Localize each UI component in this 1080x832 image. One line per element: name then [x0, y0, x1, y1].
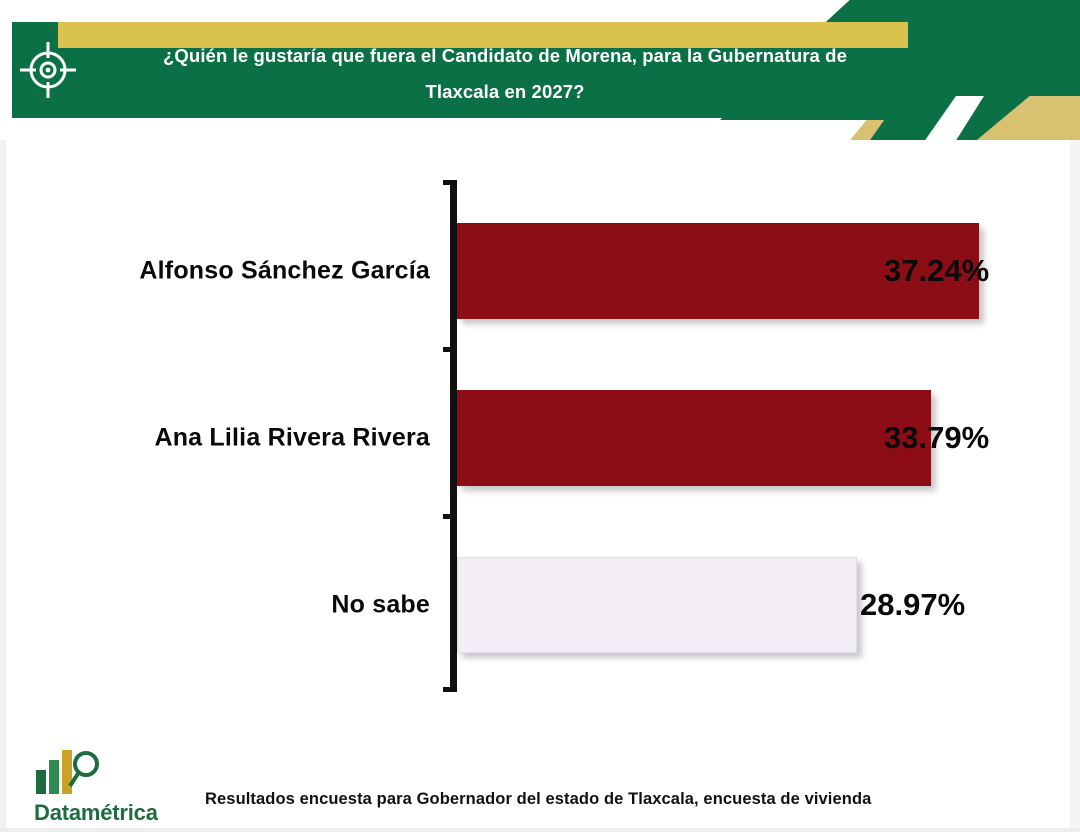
bar-value-label: 28.97% [860, 587, 966, 622]
bar-category-label: No sabe [331, 590, 430, 619]
bar-value-label: 33.79% [884, 420, 990, 455]
bar-ana-lilia-rivera-rivera[interactable] [457, 390, 931, 486]
page-title-line-2: Tlaxcala en 2027? [425, 81, 585, 102]
header-band [0, 0, 1080, 140]
footer [0, 742, 1080, 832]
chart-bar-row [0, 390, 1080, 486]
brand-name: Datamétrica [34, 800, 158, 825]
axis-tick [443, 347, 457, 352]
bar-chart [0, 150, 1080, 750]
bar-category-label: Alfonso Sánchez García [139, 256, 430, 285]
target-crosshair-icon [18, 40, 78, 100]
chart-bar-row [0, 223, 1080, 319]
bar-category-label: Ana Lilia Rivera Rivera [154, 423, 430, 452]
axis-tick [443, 687, 457, 692]
brand-logo [30, 748, 190, 828]
page-title-line-1: ¿Quién le gustaría que fuera el Candidato de Morena, para la Gubernatura de [163, 45, 847, 66]
page-title [110, 38, 900, 110]
bar-value-label: 37.24% [884, 253, 990, 288]
bar-no-sabe[interactable] [457, 557, 857, 653]
bottom-edge-strip [0, 828, 1080, 832]
bar-chart-magnifier-icon [30, 748, 108, 798]
axis-tick [443, 514, 457, 519]
footer-note: Resultados encuesta para Gobernador del estado de Tlaxcala, encuesta de vivienda [205, 790, 872, 808]
axis-tick [443, 180, 457, 185]
chart-bar-row [0, 557, 1080, 653]
